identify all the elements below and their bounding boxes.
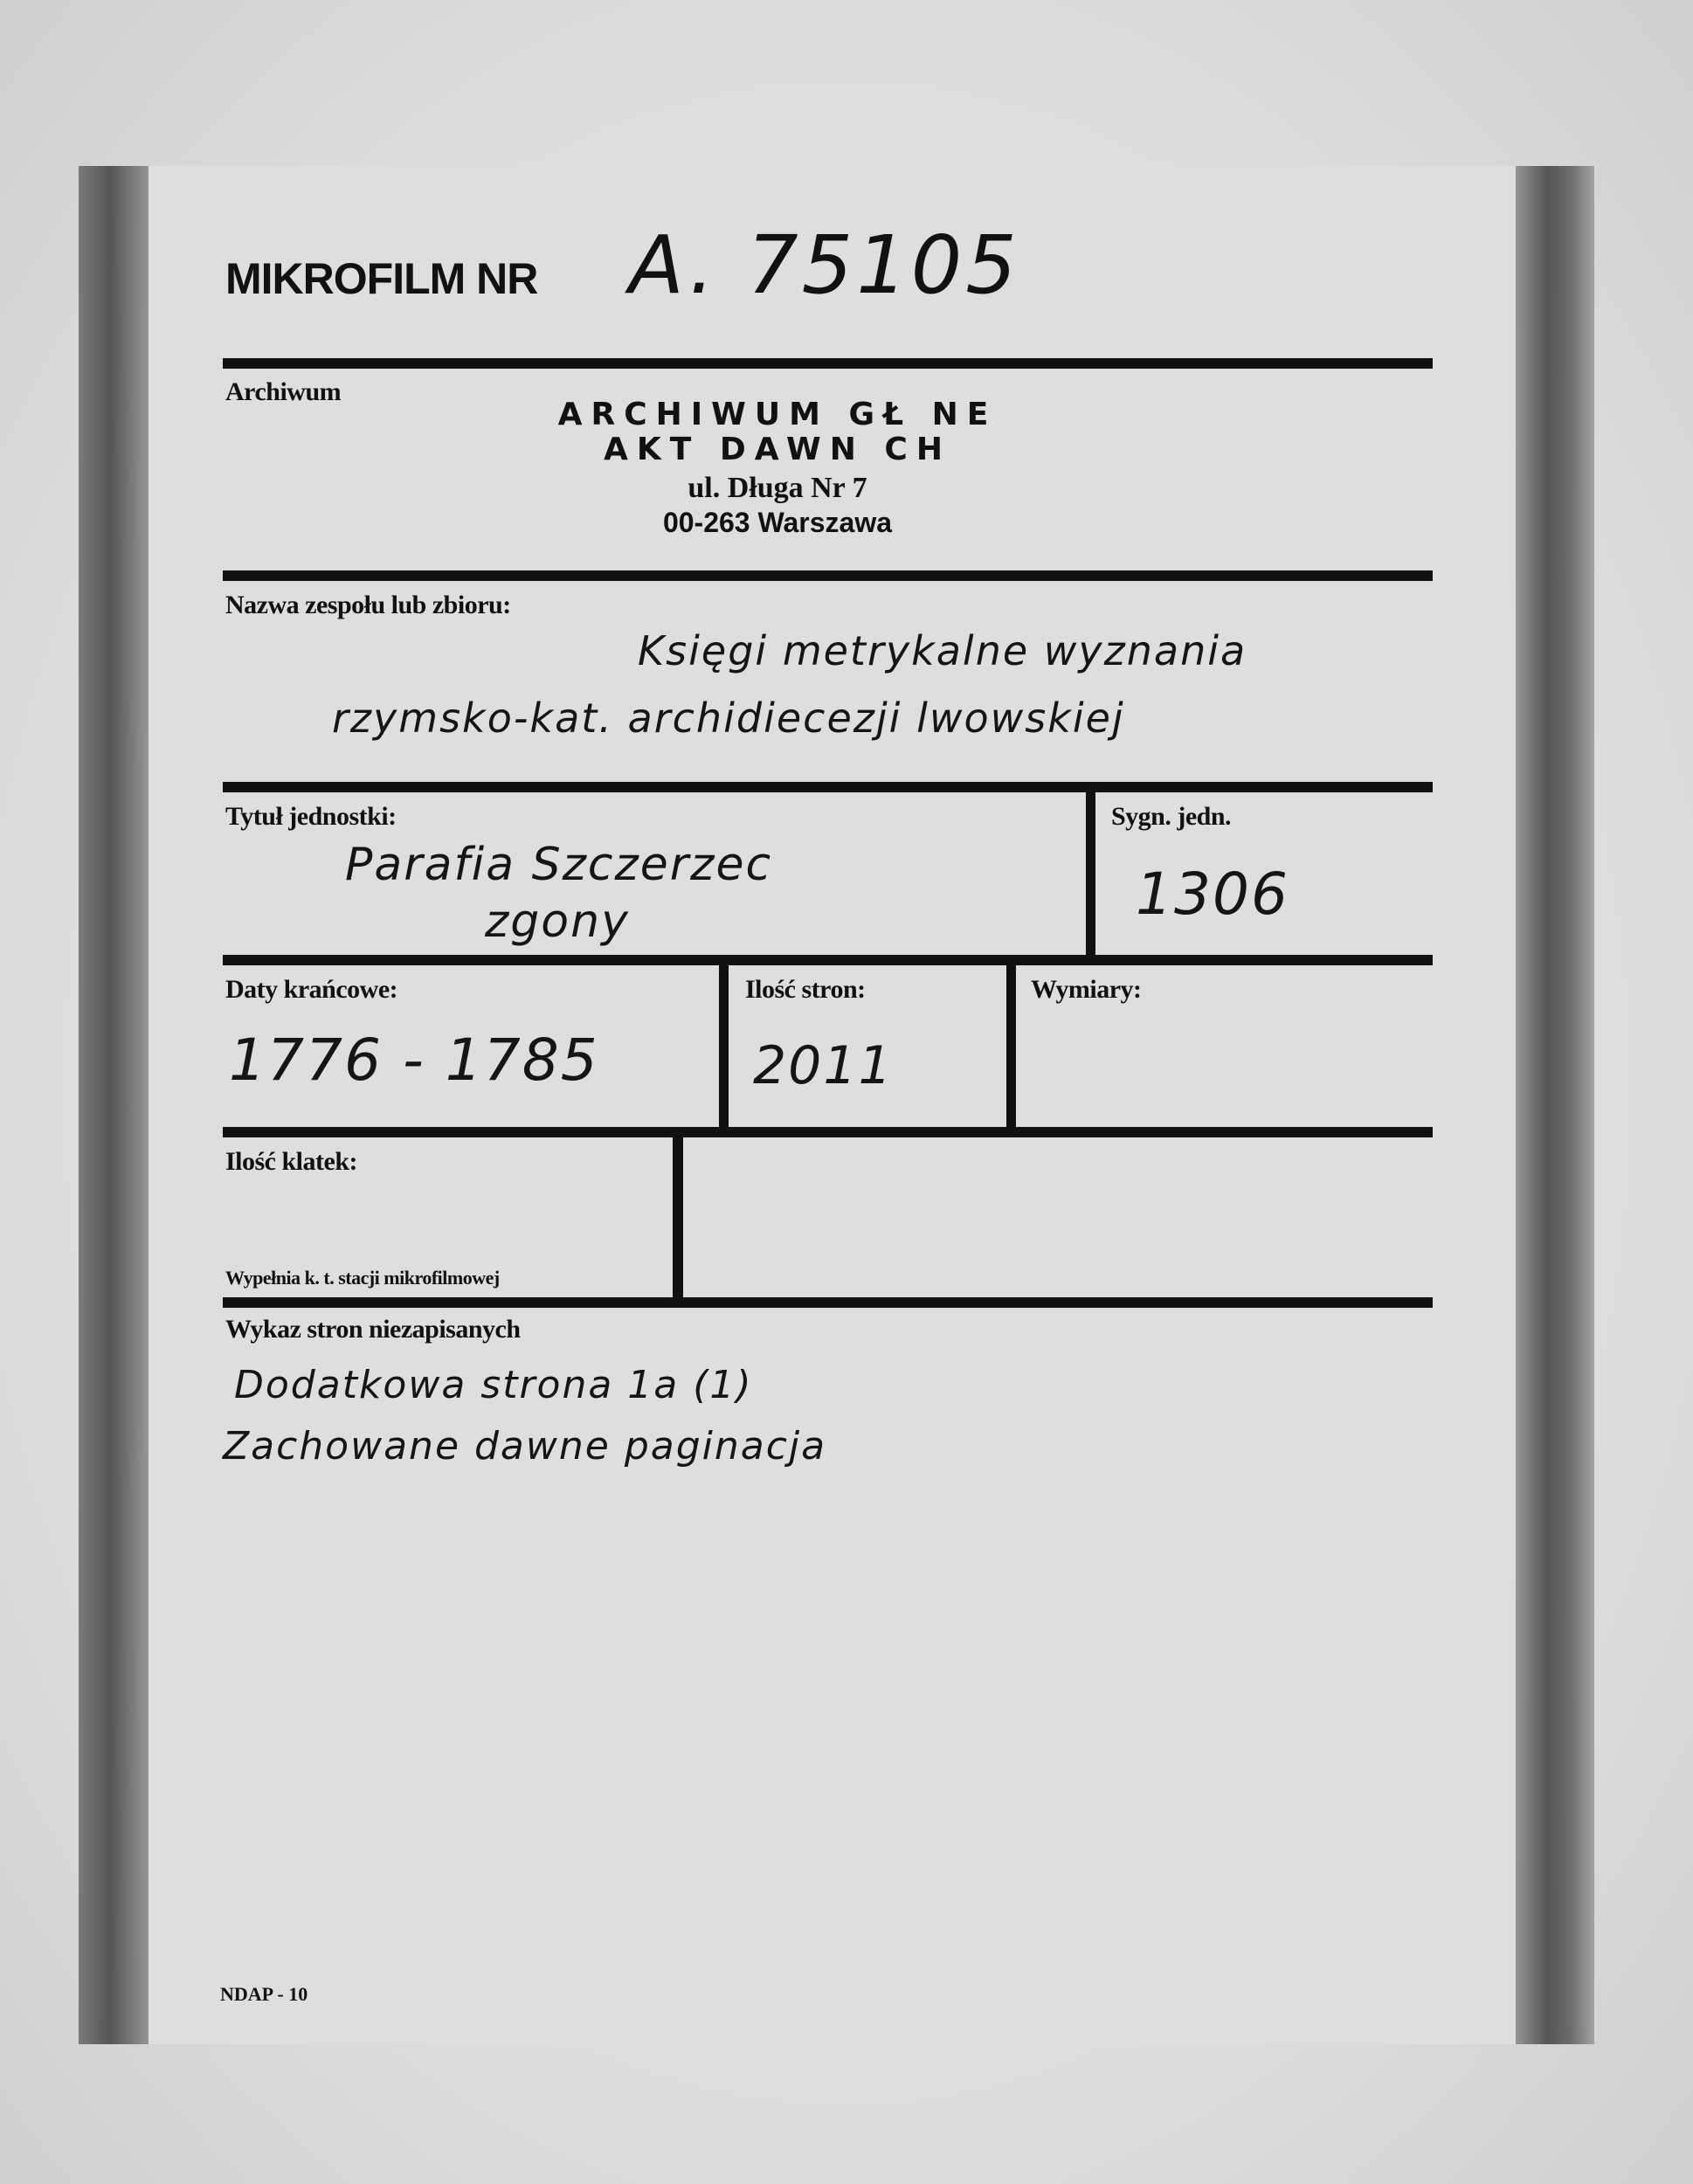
- unit-title-label: Tytuł jednostki:: [225, 802, 397, 831]
- unit-title-value-line-1: Parafia Szczerzec: [345, 839, 773, 891]
- rule-1: [223, 358, 1433, 369]
- rule-3: [223, 782, 1433, 792]
- stamp-line-3: ul. Długa Nr 7: [688, 472, 867, 504]
- card-shadow-left: [79, 166, 149, 2044]
- card-title: MIKROFILM NR: [225, 254, 538, 303]
- dimensions-label: Wymiary:: [1031, 975, 1142, 1004]
- collection-value-line-1: Księgi metrykalne wyznania: [638, 627, 1247, 674]
- unit-title-value-line-2: zgony: [485, 895, 630, 948]
- pages-label: Ilość stron:: [745, 975, 866, 1004]
- dates-label: Daty krańcowe:: [225, 975, 398, 1004]
- rule-2: [223, 570, 1433, 581]
- collection-value-line-2: rzymsko-kat. archidiecezji lwowskiej: [332, 695, 1125, 742]
- rule-4: [223, 955, 1433, 965]
- form-code: NDAP - 10: [220, 1983, 308, 2005]
- blank-pages-value-line-1: Dodatkowa strona 1a (1): [234, 1363, 753, 1407]
- vrule-pages: [1006, 955, 1016, 1134]
- collection-label: Nazwa zespołu lub zbioru:: [225, 591, 511, 619]
- blank-pages-label: Wykaz stron niezapisanych: [225, 1315, 521, 1344]
- frames-note: Wypełnia k. t. stacji mikrofilmowej: [225, 1267, 500, 1289]
- vrule-dates: [719, 955, 729, 1134]
- microfilm-number: A. 75105: [629, 218, 1020, 312]
- vrule-frames: [673, 1127, 683, 1303]
- stamp-line-1: ARCHIWUM GŁ NE: [557, 397, 998, 432]
- stamp-line-4: 00-263 Warszawa: [662, 507, 893, 538]
- archive-stamp: [533, 397, 1022, 539]
- frames-label: Ilość klatek:: [225, 1147, 357, 1176]
- rule-5: [223, 1127, 1433, 1137]
- dates-value: 1776 - 1785: [229, 1026, 599, 1094]
- blank-pages-value-line-2: Zachowane dawne paginacja: [223, 1424, 827, 1469]
- stamp-line-2: AKT DAWN CH: [604, 432, 951, 467]
- signature-label: Sygn. jedn.: [1111, 802, 1232, 831]
- signature-value: 1306: [1136, 860, 1289, 928]
- vrule-signature: [1086, 782, 1095, 961]
- pages-value: 2011: [753, 1035, 894, 1096]
- card-shadow-right: [1516, 166, 1594, 2044]
- archive-label: Archiwum: [225, 377, 342, 406]
- rule-6: [223, 1297, 1433, 1308]
